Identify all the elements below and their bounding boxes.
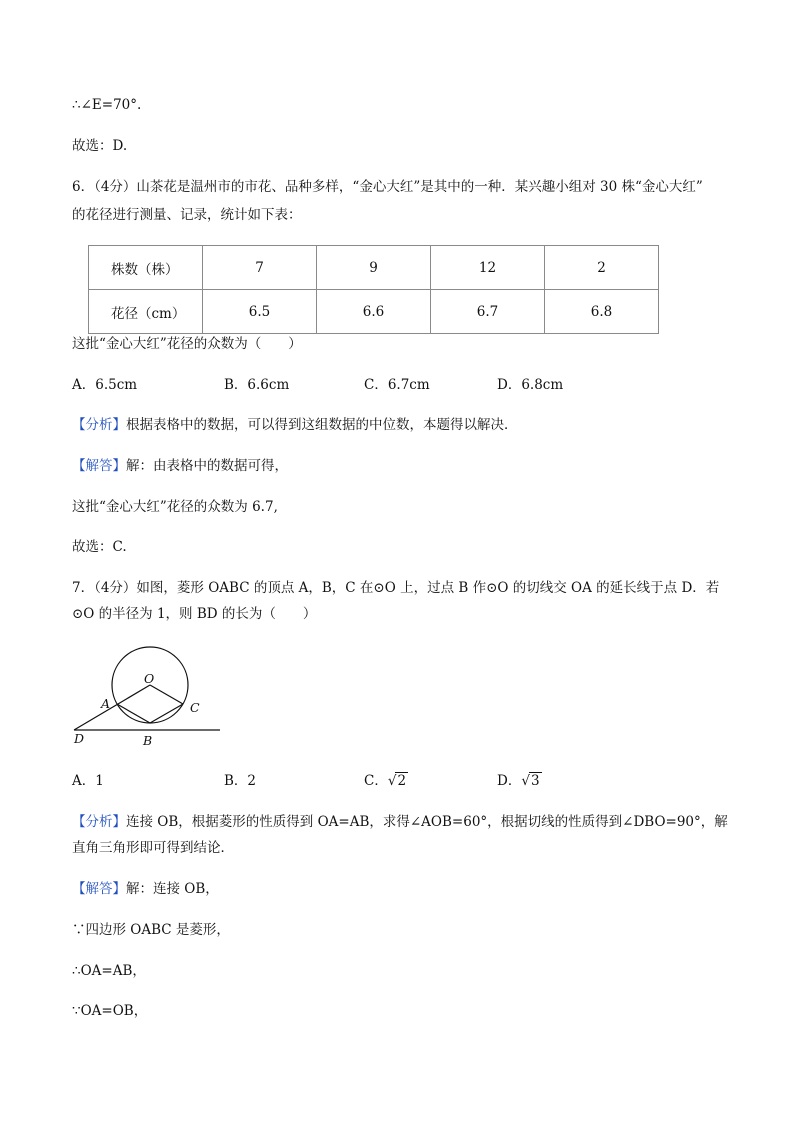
analysis-text: 连接 OB，根据菱形的性质得到 OA=AB，求得∠AOB=60°，根据切线的性质得到∠DBO=90°，解 xyxy=(126,814,728,830)
q6-analysis xyxy=(72,415,518,435)
rhombus-circle-figure xyxy=(68,640,228,752)
text-line: 故选：D. xyxy=(72,138,128,154)
solution-tag: 【解答】 xyxy=(72,458,126,474)
table-cell: 12 xyxy=(431,246,545,290)
q7-option-c: C．√2 xyxy=(364,773,407,789)
table-cell: 6.8 xyxy=(545,290,659,334)
q7-analysis-line1 xyxy=(72,812,728,832)
q6-result: 这批“金心大红”花径的众数为 6.7, xyxy=(72,499,278,515)
q6-stem-line1: 6．（4分）山茶花是温州市的市花、品种多样，“金心大红”是其中的一种．某兴趣小组对 30 株“金心大红” xyxy=(72,179,703,195)
q7-stem-line1: 7．（4分）如图，菱形 OABC 的顶点 A，B，C 在⊙O 上，过点 B 作⊙O 的切线交 OA 的延长线于点 D．若 xyxy=(72,580,720,596)
label-a: A xyxy=(101,696,111,711)
segment-bc xyxy=(150,704,183,723)
label-c: C xyxy=(190,700,200,715)
q7-step: ∴OA=AB， xyxy=(72,963,146,979)
table-cell: 花径（cm） xyxy=(89,290,203,334)
q7-step: ∵四边形 OABC 是菱形， xyxy=(72,922,230,938)
q6-choice: 故选：C. xyxy=(72,539,127,555)
q6-option-c: C．6.7cm xyxy=(364,377,430,393)
flower-diameter-table xyxy=(88,245,659,334)
q7-solution xyxy=(72,879,219,899)
q7-option-b: B．2 xyxy=(224,773,257,789)
q6-option-d: D．6.8cm xyxy=(497,377,564,393)
solution-tag: 【解答】 xyxy=(72,881,126,897)
analysis-tag: 【分析】 xyxy=(72,814,126,830)
q7-stem-line2: ⊙O 的半径为 1，则 BD 的长为（ ） xyxy=(72,606,317,622)
q6-option-a: A．6.5cm xyxy=(72,377,138,393)
table-cell: 2 xyxy=(545,246,659,290)
solution-text: 解：由表格中的数据可得， xyxy=(126,458,288,474)
label-b: B xyxy=(143,733,153,748)
q7-step: ∵OA=OB， xyxy=(72,1003,148,1019)
q6-solution xyxy=(72,456,288,476)
q7-option-d: D．√3 xyxy=(497,773,540,789)
q7-analysis-line2: 直角三角形即可得到结论． xyxy=(72,840,234,856)
solution-text: 解：连接 OB， xyxy=(126,881,219,897)
analysis-text: 根据表格中的数据，可以得到这组数据的中位数，本题得以解决． xyxy=(126,417,518,433)
table-cell: 6.5 xyxy=(203,290,317,334)
segment-ab xyxy=(117,704,150,723)
table-row xyxy=(89,246,659,290)
sqrt-sign: √3 xyxy=(521,773,540,789)
table-cell: 株数（株） xyxy=(89,246,203,290)
text-line: ∴∠E=70°. xyxy=(72,97,142,113)
analysis-tag: 【分析】 xyxy=(72,417,126,433)
label-d: D xyxy=(74,731,85,746)
segment-co xyxy=(150,685,183,704)
q6-option-b: B．6.6cm xyxy=(224,377,290,393)
sqrt-sign: √2 xyxy=(387,773,407,789)
q6-question: 这批“金心大红”花径的众数为（ ） xyxy=(72,336,302,352)
table-row xyxy=(89,290,659,334)
q6-stem-line2: 的花径进行测量、记录，统计如下表： xyxy=(72,207,302,223)
table-cell: 6.6 xyxy=(317,290,431,334)
table-cell: 6.7 xyxy=(431,290,545,334)
table-cell: 7 xyxy=(203,246,317,290)
q7-option-a: A．1 xyxy=(72,773,104,789)
table-cell: 9 xyxy=(317,246,431,290)
label-o: O xyxy=(144,671,155,686)
